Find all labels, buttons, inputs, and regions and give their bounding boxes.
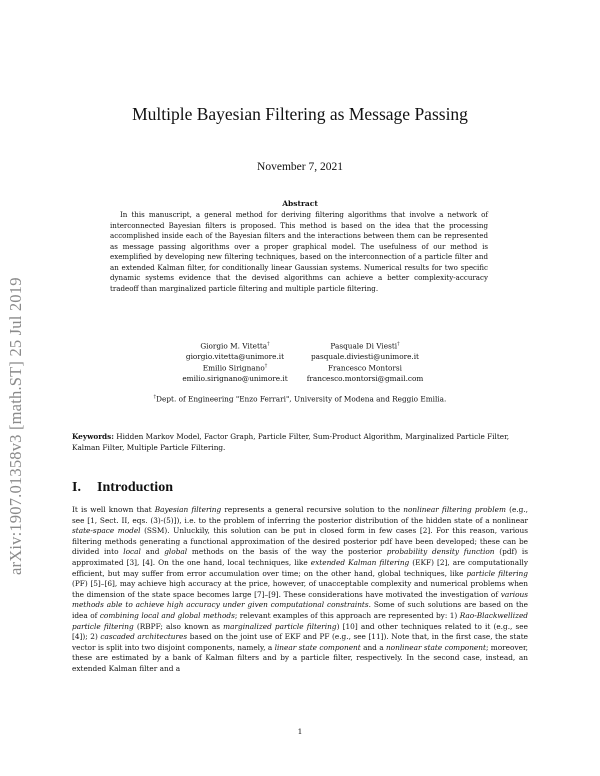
author-email: pasquale.diviesti@unimore.it (311, 351, 419, 361)
emphasized-term: combining local and global methods (99, 610, 235, 620)
intro-text-run: ; moreover, these are estimated by a bank of Kalman filters and by a particle filter, respectively. In the second case, instead, an extended Kalman filter and a (72, 642, 528, 673)
page-number: 1 (297, 727, 303, 736)
intro-text-run: (EKF) [2], are computationally efficient, but may suffer from error accumulation over time; on the other hand, global techniques, like (72, 557, 528, 578)
keywords (72, 431, 528, 453)
paper-title: Multiple Bayesian Filtering as Message Passing (132, 104, 468, 124)
affiliation-mark: † (267, 341, 270, 347)
intro-text-run: and a (360, 642, 386, 652)
intro-text-run: (RBPF; also known as (133, 621, 224, 631)
emphasized-term: various methods able to achieve high accuracy under given computational constraints (72, 589, 528, 610)
abstract-text: In this manuscript, a general method for deriving filtering algorithms that involve a network of interconnected Bayesian filters is proposed. This method is based on the idea that the processing accomplished inside each of the Bayesian filters and the interactions between them can be represented as message passing algorithms over a proper graphical model. The usefulness of our method is exemplified by developing new filtering techniques, based on the interconnection of a particle filter and an extended Kalman filter, for conditionally linear Gaussian systems. Numerical results for two specific dynamic systems evidence that the devised algorithms can achieve a better complexity-accuracy tradeoff than marginalized particle filtering and multiple particle filtering. (110, 210, 488, 293)
abstract-heading: Abstract (282, 199, 318, 208)
author-name: Giorgio M. Vitetta (200, 341, 268, 351)
intro-text-run: (pdf) is approximated [3], [4]. On the one hand, local techniques, like (72, 547, 528, 567)
intro-text-run: (SSM). Unluckily, this solution can be put in closed form in few cases [2]. For this reason, various filtering methods generating a functional approximation of the desired posterior pdf have been developed; these can be divided into (72, 526, 528, 557)
intro-text-run: It is well known that (72, 505, 155, 514)
author-email: giorgio.vitetta@unimore.it (185, 351, 285, 361)
author-name: Pasquale Di Viesti (330, 341, 398, 351)
emphasized-term: state-space model (72, 526, 141, 536)
paper-date: November 7, 2021 (257, 161, 343, 173)
emphasized-term: particle filtering (466, 568, 528, 578)
author-block (300, 339, 430, 362)
emphasized-term: Bayesian filtering (154, 505, 222, 514)
emphasized-term: nonlinear filtering problem (403, 505, 506, 514)
section-number: I. (72, 480, 81, 495)
intro-text-run: based on the joint use of EKF and PF (e.g., see [11]). Note that, in the first case, the state vector is split into two disjoint components, namely, a (72, 632, 528, 652)
author-email: francesco.montorsi@gmail.com (306, 373, 424, 383)
author-block (300, 361, 430, 384)
section-title: Introduction (97, 480, 173, 495)
emphasized-term: cascaded architectures (100, 632, 188, 642)
emphasized-term: linear state component (274, 642, 361, 652)
intro-text-run: represents a general recursive solution to the (221, 505, 404, 514)
intro-text-run: . Some of such solutions are based on the idea of (72, 600, 528, 620)
intro-text-run: (PF) [5]–[6], may achieve high accuracy at the price, however, of unacceptable complexity and numerical problems when the dimension of the state space becomes large [7]–[9]. These considerations have motivated the investigation of (72, 579, 528, 599)
affiliation-mark: † (397, 341, 400, 347)
author-name: Francesco Montorsi (327, 363, 402, 373)
author-email: emilio.sirignano@unimore.it (182, 373, 288, 383)
keywords-text: Hidden Markov Model, Factor Graph, Particle Filter, Sum-Product Algorithm, Marginalized Particle Filter, Kalman Filter, Multiple Particle Filtering. (72, 432, 510, 452)
emphasized-term: marginalized particle filtering (223, 621, 337, 631)
emphasized-term: nonlinear state component (385, 642, 486, 652)
affiliation-mark: † (264, 363, 268, 369)
section-heading (72, 480, 173, 496)
affiliation (0, 394, 600, 403)
keywords-label: Keywords: (72, 432, 114, 441)
emphasized-term: Rao-Blackwellized particle filtering (72, 610, 528, 631)
author-block (170, 339, 300, 362)
introduction-paragraph (72, 505, 528, 675)
intro-text-run: (e.g., see [1, Sect. II, eqs. (3)-(5)]), i.e. to the problem of inferring the posterior distribution of the hidden state of a nonlinear (72, 505, 528, 525)
arxiv-identifier: arXiv:1907.01358v3 [math.ST] 25 Jul 2019 (6, 277, 25, 575)
intro-text-run: and (140, 547, 165, 557)
intro-text-run: ) [10] and other techniques related to it (e.g., see [4]); 2) (72, 621, 528, 642)
emphasized-term: probability density function (386, 547, 495, 557)
emphasized-term: extended Kalman filtering (310, 557, 410, 567)
affiliation-mark: † (153, 394, 157, 400)
intro-text-run: methods on the basis of the way the posterior (187, 547, 387, 557)
affiliation-text: Dept. of Engineering "Enzo Ferrari", University of Modena and Reggio Emilia. (156, 394, 447, 404)
emphasized-term: global (164, 547, 188, 557)
emphasized-term: local (123, 547, 141, 557)
author-name: Emilio Sirignano (202, 363, 265, 373)
intro-text-run: ; relevant examples of this approach are represented by: 1) (234, 610, 460, 620)
author-block (170, 361, 300, 384)
